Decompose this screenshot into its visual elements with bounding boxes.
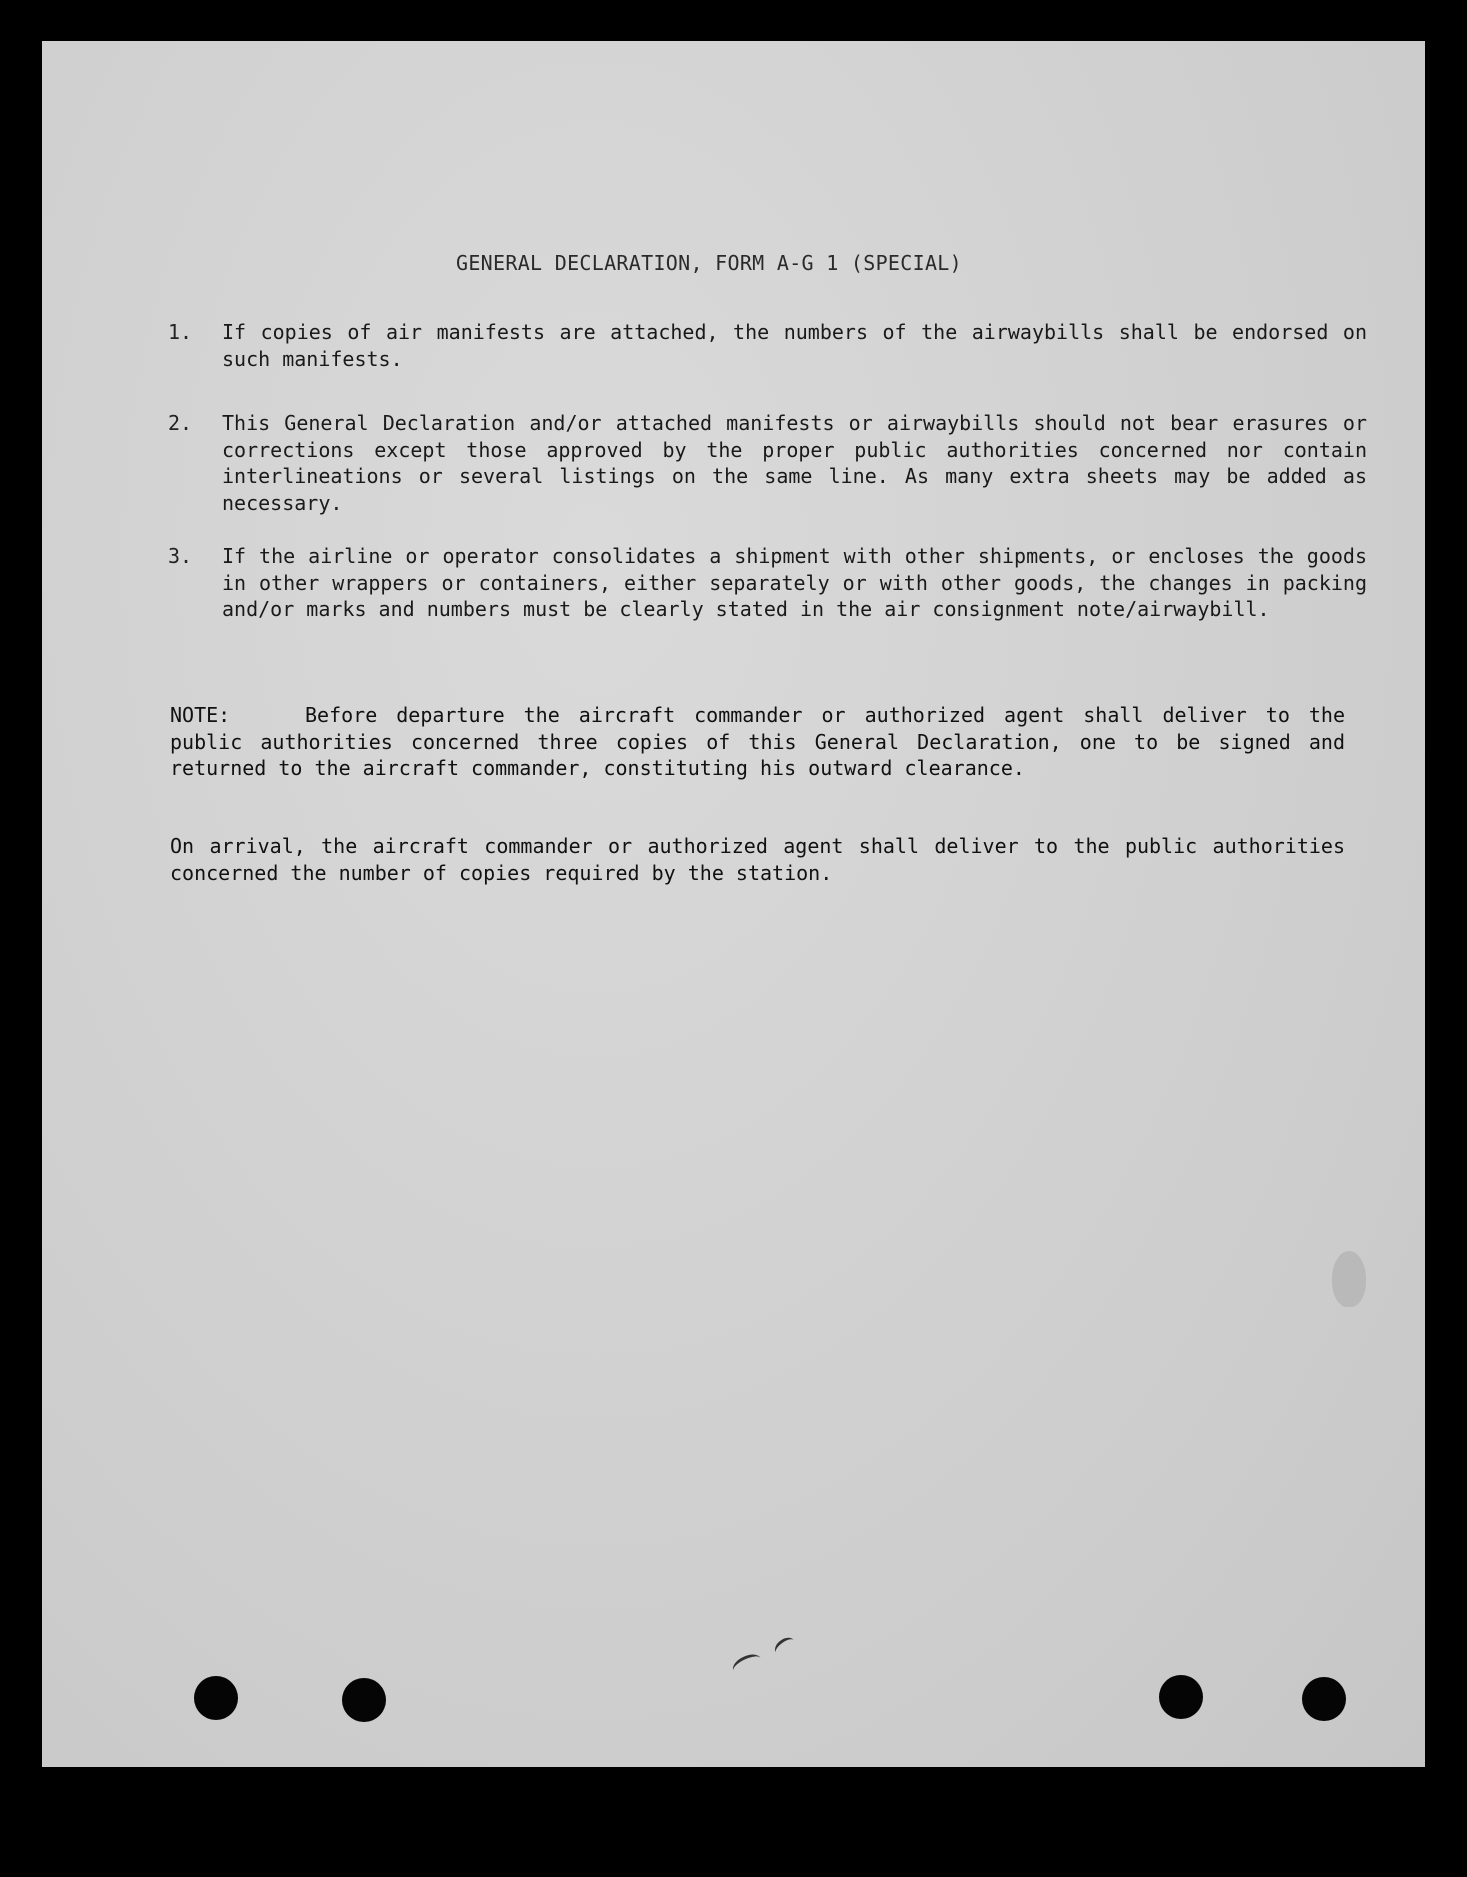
item-text: This General Declaration and/or attached manifests or airwaybills should not bear erasures or corrections except those approved by the proper public authorities concerned nor contain interlineations or several listings on the same line. As many extra sheets may be added as necessary. [222,411,1367,515]
item-text: If copies of air manifests are attached, the numbers of the airwaybills shall be endorsed on such manifests. [222,320,1367,371]
arrival-note: On arrival, the aircraft commander or authorized agent shall deliver to the public authorities concerned the number of copies required by the station. [170,834,1345,885]
punch-hole [194,1676,238,1720]
item-number: 2. [168,411,193,435]
document-page [42,41,1425,1767]
item-text: If the airline or operator consolidates a shipment with other shipments, or encloses the goods in other wrappers or containers, either separately or with other goods, the changes in packing and/or marks and numbers must be clearly stated in the air consignment note/airwaybill. [222,544,1367,621]
note-label: NOTE: [170,703,231,727]
punch-hole [342,1678,386,1722]
departure-note [170,702,1345,782]
note-text: Before departure the aircraft commander or authorized agent shall deliver to the public authorities concerned three copies of this General Declaration, one to be signed and returned to the aircraft commander, constituting his outward clearance. [170,703,1345,780]
punch-hole [1302,1677,1346,1721]
pencil-mark [772,1634,799,1659]
item-number: 1. [168,320,193,344]
document-title: GENERAL DECLARATION, FORM A-G 1 (SPECIAL) [456,251,962,275]
pencil-mark [730,1650,764,1678]
punch-hole [1159,1675,1203,1719]
stain-smudge [1332,1251,1366,1307]
item-number: 3. [168,544,193,568]
